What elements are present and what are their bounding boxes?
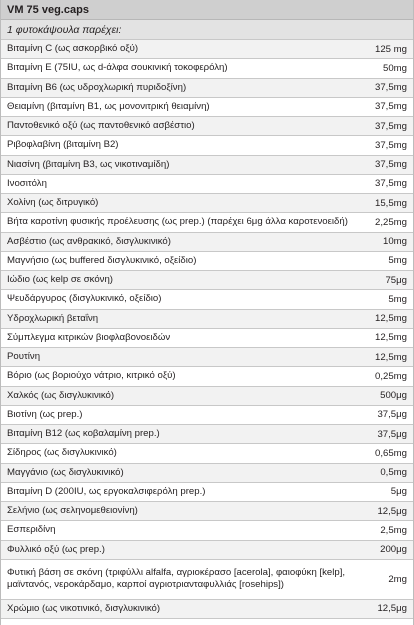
ingredient-amount: 37,5μg [377,409,407,421]
ingredient-amount: 15,5mg [375,197,407,209]
ingredient-row [1,310,413,329]
ingredient-amount: 37,5mg [375,101,407,113]
ingredient-name: Βήτα καροτίνη φυσικής προέλευσης (ως prep.) (παρέχει 6μg άλλα καροτενοειδή) [7,216,348,228]
ingredient-name: Εσπεριδίνη [7,524,56,536]
ingredient-amount: 2,25mg [375,216,407,228]
ingredient-amount: 5mg [388,293,407,305]
ingredient-row [1,252,413,271]
ingredient-amount: 125 mg [375,43,407,55]
ingredient-name: Νιασίνη (βιταμίνη Β3, ως νικοτιναμίδη) [7,158,170,170]
ingredient-row [1,79,413,98]
ingredient-amount: 37,5mg [375,178,407,190]
serving-note: 1 φυτοκάψουλα παρέχει: [1,20,413,40]
ingredient-amount: 37,5μg [377,428,407,440]
ingredient-amount: 50mg [383,62,407,74]
ingredient-name: Φυτική βάση σε σκόνη (τριφύλλι alfalfa, αγριοκέρασο [acerola], φαιοφύκη [kelp], μαϊντανός, νεροκάρδαμο, καρποί αγριοτριανταφυλλιάς [rosehips]) [7,567,346,591]
ingredient-row [1,367,413,386]
ingredient-row [1,483,413,502]
ingredient-row [1,560,413,600]
ingredient-name: Ψευδάργυρος (δισγλυκινικό, οξείδιο) [7,293,162,305]
ingredient-name: Μαγνήσιο (ως buffered δισγλυκινικό, οξείδιο) [7,254,197,266]
ingredient-name: Ρουτίνη [7,351,41,363]
ingredient-amount: 37,5mg [375,82,407,94]
ingredient-row [1,329,413,348]
ingredient-name: Χαλκός (ως δισγλυκινικό) [7,389,115,401]
ingredient-amount: 200μg [380,544,407,556]
ingredient-row [1,425,413,444]
ingredient-amount: 5mg [388,255,407,267]
ingredient-name: Θειαμίνη (βιταμίνη Β1, ως μονονιτρική θειαμίνη) [7,100,210,112]
ingredient-name: Βόριο (ως βοριούχο νάτριο, κιτρικό οξύ) [7,370,176,382]
ingredient-row [1,175,413,194]
ingredient-amount: 37,5mg [375,159,407,171]
ingredient-name: Χολίνη (ως διτρυγικό) [7,197,99,209]
ingredient-amount: 2mg [388,573,407,585]
ingredient-row [1,348,413,367]
ingredient-row [1,136,413,155]
ingredient-name: Παντοθενικό οξύ (ως παντοθενικό ασβέστιο) [7,120,195,132]
ingredient-name: Βιταμίνη Β6 (ως υδροχλωρική πυριδοξίνη) [7,81,187,93]
ingredient-name: Σύμπλεγμα κιτρικών βιοφλαβονοειδών [7,331,171,343]
ingredient-row [1,444,413,463]
ingredient-row [1,59,413,78]
ingredient-amount: 0,65mg [375,447,407,459]
ingredient-amount: 5μg [390,486,407,498]
ingredient-name: Ιώδιο (ως kelp σε σκόνη) [7,274,113,286]
ingredient-list [1,40,413,619]
ingredient-row [1,271,413,290]
ingredient-name: Φυλλικό οξύ (ως prep.) [7,543,105,555]
ingredient-amount: 12,5μg [377,603,407,615]
ingredient-amount: 500μg [380,390,407,402]
ingredient-name: Υδροχλωρική βεταΐνη [7,312,99,324]
ingredient-amount: 12,5mg [375,313,407,325]
ingredient-row [1,290,413,309]
ingredient-row [1,387,413,406]
ingredient-amount: 75μg [385,274,407,286]
ingredient-name: Μαγγάνιο (ως δισγλυκινικό) [7,466,124,478]
ingredient-row [1,156,413,175]
ingredient-amount: 37,5mg [375,139,407,151]
ingredient-name: Χρώμιο (ως νικοτινικό, δισγλυκινικό) [7,602,161,614]
ingredient-name: Βιταμίνη C (ως ασκορβικό οξύ) [7,43,139,55]
ingredient-row [1,40,413,59]
ingredient-name: Βιταμίνη Ε (75IU, ως d-άλφα σουκινική τοκοφερόλη) [7,62,228,74]
ingredient-amount: 0,5mg [380,467,407,479]
ingredient-row [1,117,413,136]
ingredient-name: Ινοσιτόλη [7,177,47,189]
ingredient-row [1,502,413,521]
ingredient-row [1,233,413,252]
ingredient-row [1,194,413,213]
ingredient-row [1,541,413,560]
ingredient-amount: 12,5mg [375,332,407,344]
ingredient-name: Σελήνιο (ως σεληνομεθειονίνη) [7,505,138,517]
ingredient-name: Βιταμίνη D (200IU, ως εργοκαλσιφερόλη prep.) [7,485,206,497]
ingredient-name: Βιοτίνη (ως prep.) [7,408,83,420]
ingredient-row [1,406,413,425]
ingredient-name: Βιταμίνη Β12 (ως κοβαλαμίνη prep.) [7,428,160,440]
ingredient-row [1,600,413,619]
ingredient-row [1,213,413,232]
ingredient-amount: 37,5mg [375,120,407,132]
ingredient-row [1,98,413,117]
ingredient-amount: 10mg [383,236,407,248]
ingredient-row [1,521,413,540]
ingredient-name: Σίδηρος (ως δισγλυκινικό) [7,447,117,459]
product-title: VM 75 veg.caps [1,0,413,20]
ingredient-name: Ασβέστιο (ως ανθρακικό, δισγλυκινικό) [7,235,171,247]
ingredient-amount: 0,25mg [375,370,407,382]
ingredient-amount: 2,5mg [380,524,407,536]
ingredient-amount: 12,5mg [375,351,407,363]
ingredient-amount: 12,5μg [377,505,407,517]
ingredient-row [1,464,413,483]
ingredient-name: Ριβοφλαβίνη (βιταμίνη Β2) [7,139,119,151]
